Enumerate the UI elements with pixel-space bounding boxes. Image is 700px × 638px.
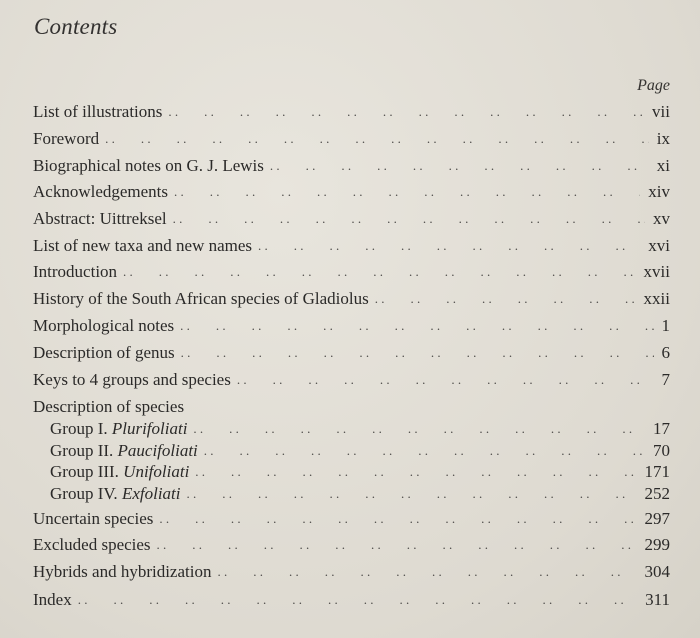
toc-entry-abstract: [33, 208, 670, 230]
dot-leader: [181, 342, 654, 364]
toc-entry-biographical-notes: [33, 155, 670, 177]
toc-entry-new-taxa: [33, 235, 670, 257]
toc-entry-title: List of illustrations: [33, 102, 163, 121]
toc-entry-history: [33, 288, 670, 310]
toc-entry-title: Foreword: [33, 129, 100, 148]
dot-leader: [186, 483, 636, 505]
dot-leader: [173, 208, 645, 230]
group-name: Paucifoliati: [117, 441, 198, 460]
toc-entry-title: Group IV. Exfoliati: [50, 484, 181, 503]
dot-leader: [105, 128, 649, 150]
toc-entry-page: 70: [653, 441, 670, 460]
dot-leader: [237, 369, 654, 391]
toc-entry-page: xv: [653, 209, 670, 228]
toc-entry-title: Morphological notes: [33, 316, 175, 335]
toc-entry-page: 252: [644, 484, 670, 503]
dot-leader: [193, 418, 645, 440]
toc-entry-group-4: [50, 483, 670, 505]
toc-entry-page: 7: [661, 370, 670, 389]
toc-entry-description-of-genus: [33, 342, 670, 364]
dot-leader: [157, 534, 637, 556]
toc-entry-title: Description of genus: [33, 343, 175, 362]
toc-entry-title: Group III. Unifoliati: [50, 462, 190, 481]
toc-entry-excluded-species: [33, 534, 670, 556]
toc-entry-page: 1: [661, 316, 670, 335]
dot-leader: [204, 440, 645, 462]
toc-entry-page: ix: [656, 129, 670, 148]
toc-entry-title: Group I. Plurifoliati: [50, 419, 188, 438]
toc-entry-introduction: [33, 261, 670, 283]
toc-entry-page: 311: [645, 590, 670, 609]
toc-entry-page: 297: [644, 509, 670, 528]
page-column-label: Page: [637, 77, 670, 94]
toc-entry-title: List of new taxa and new names: [33, 236, 253, 255]
toc-entry-page: xiv: [648, 182, 670, 201]
group-name: Plurifoliati: [111, 419, 188, 438]
toc-entry-group-3: [50, 461, 670, 483]
toc-entry-page: 171: [644, 462, 670, 481]
toc-entry-list-of-illustrations: [33, 101, 670, 123]
toc-entry-title: Introduction: [33, 262, 118, 281]
dot-leader: [78, 589, 637, 611]
toc-entry-page: vii: [652, 102, 670, 121]
dot-leader: [258, 235, 640, 257]
toc-entry-index: [33, 589, 670, 611]
toc-entry-title: Group II. Paucifoliati: [50, 441, 198, 460]
toc-entry-title: Index: [33, 590, 72, 609]
toc-entry-title: Abstract: Uittreksel: [33, 209, 167, 228]
group-name: Exfoliati: [121, 484, 181, 503]
dot-leader: [180, 315, 653, 337]
dot-leader: [168, 101, 644, 123]
toc-entry-page: 17: [653, 419, 670, 438]
dot-leader: [375, 288, 636, 310]
toc-entry-group-2: [50, 440, 670, 462]
toc-entry-title: Acknowledgements: [33, 182, 169, 201]
toc-entry-description-of-species: [33, 396, 670, 418]
toc-entry-title: Biographical notes on G. J. Lewis: [33, 156, 264, 175]
toc-entry-page: xi: [656, 156, 670, 175]
toc-entry-title: Description of species: [33, 397, 185, 416]
toc-entry-page: 299: [644, 535, 670, 554]
group-name: Unifoliati: [123, 462, 190, 481]
toc-entry-keys: [33, 369, 670, 391]
toc-entry-page: xvi: [648, 236, 670, 255]
toc-entry-title: Excluded species: [33, 535, 151, 554]
toc-entry-page: xxii: [643, 289, 670, 308]
toc-entry-hybrids: [33, 561, 670, 583]
dot-leader: [123, 261, 636, 283]
dot-leader: [174, 181, 640, 203]
dot-leader: [159, 508, 636, 530]
toc-entry-page: 304: [644, 562, 670, 581]
dot-leader: [195, 461, 636, 483]
page-title: Contents: [34, 14, 118, 39]
toc-entry-title: Hybrids and hybridization: [33, 562, 212, 581]
toc-entry-morphological-notes: [33, 315, 670, 337]
toc-entry-group-1: [50, 418, 670, 440]
toc-entry-acknowledgements: [33, 181, 670, 203]
toc-entry-uncertain-species: [33, 508, 670, 530]
toc-entry-page: xvii: [643, 262, 670, 281]
toc-entry-title: History of the South African species of Gladiolus: [33, 289, 369, 308]
dot-leader: [270, 155, 649, 177]
toc-entry-title: Keys to 4 groups and species: [33, 370, 231, 389]
dot-leader: [217, 561, 636, 583]
toc-entry-page: 6: [661, 343, 670, 362]
toc-entry-title: Uncertain species: [33, 509, 154, 528]
toc-entry-foreword: [33, 128, 670, 150]
